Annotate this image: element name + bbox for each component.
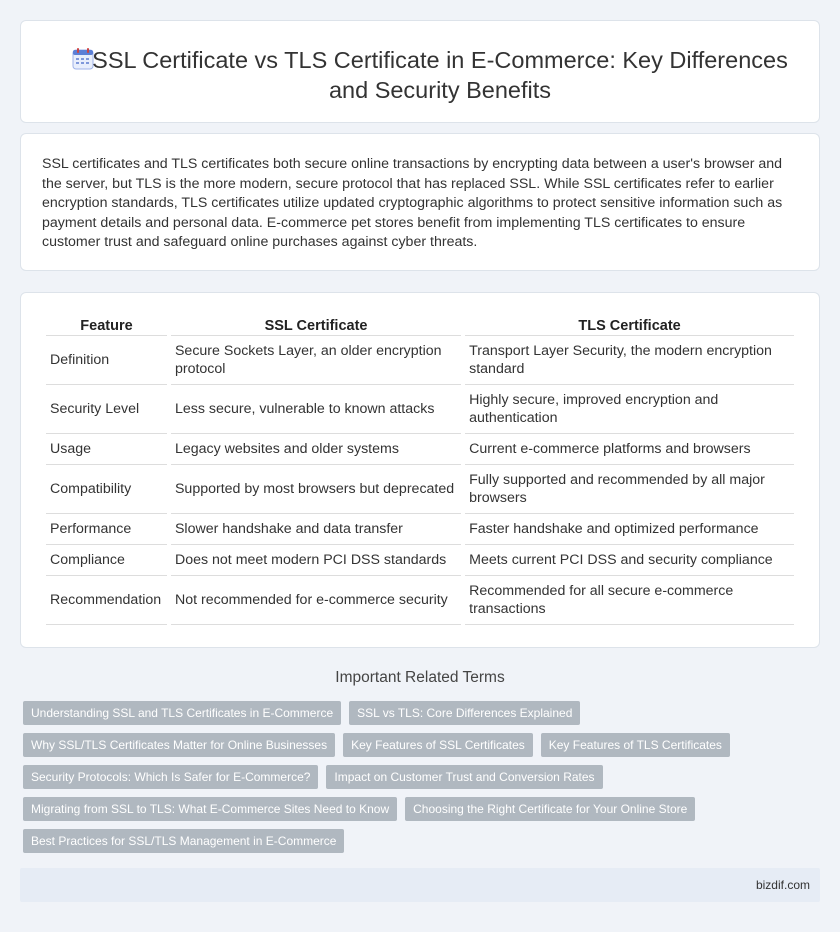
- cell-tls: Recommended for all secure e-commerce transactions: [465, 576, 794, 625]
- related-term-tag[interactable]: Why SSL/TLS Certificates Matter for Online Businesses: [23, 733, 335, 757]
- related-term-tag[interactable]: Security Protocols: Which Is Safer for E-Commerce?: [23, 765, 318, 789]
- table-row: [46, 465, 794, 514]
- cell-ssl: Not recommended for e-commerce security: [171, 576, 461, 625]
- header-ssl: SSL Certificate: [171, 314, 461, 336]
- cell-feature: Recommendation: [46, 576, 167, 625]
- cell-tls: Highly secure, improved encryption and authentication: [465, 385, 794, 434]
- cell-feature: Definition: [46, 336, 167, 385]
- table-row: [46, 385, 794, 434]
- cell-ssl: Slower handshake and data transfer: [171, 514, 461, 545]
- cell-feature: Compatibility: [46, 465, 167, 514]
- intro-card: [20, 133, 820, 271]
- cell-ssl: Less secure, vulnerable to known attacks: [171, 385, 461, 434]
- cell-ssl: Does not meet modern PCI DSS standards: [171, 545, 461, 576]
- related-terms-list: [23, 701, 803, 861]
- page-title: SSL Certificate vs TLS Certificate in E-Commerce: Key Differences and Security Benefits: [92, 47, 788, 103]
- related-term-tag[interactable]: Key Features of TLS Certificates: [541, 733, 730, 757]
- intro-text: SSL certificates and TLS certificates both secure online transactions by encrypting data between a user's browser and the server, but TLS is the more modern, secure protocol that has replaced SSL. While SSL certificates refer to earlier encryption standards, TLS certificates utilize updated cryptographic algorithms to protect sensitive information such as payment details and personal data. E-commerce pet stores benefit from implementing TLS certificates to ensure customer trust and safeguard online purchases against cyber threats.: [42, 156, 783, 250]
- cell-ssl: Supported by most browsers but deprecated: [171, 465, 461, 514]
- table-row: [46, 514, 794, 545]
- related-term-tag[interactable]: Migrating from SSL to TLS: What E-Commerce Sites Need to Know: [23, 797, 397, 821]
- cell-ssl: Secure Sockets Layer, an older encryption protocol: [171, 336, 461, 385]
- cell-ssl: Legacy websites and older systems: [171, 434, 461, 465]
- cell-tls: Transport Layer Security, the modern encryption standard: [465, 336, 794, 385]
- comparison-card: [20, 292, 820, 648]
- table-row: [46, 434, 794, 465]
- table-row: [46, 576, 794, 625]
- cell-tls: Meets current PCI DSS and security compliance: [465, 545, 794, 576]
- table-row: [46, 545, 794, 576]
- related-term-tag[interactable]: Understanding SSL and TLS Certificates in E-Commerce: [23, 701, 341, 725]
- related-term-tag[interactable]: Impact on Customer Trust and Conversion Rates: [326, 765, 602, 789]
- cell-feature: Usage: [46, 434, 167, 465]
- tag-row: [23, 765, 803, 797]
- related-term-tag[interactable]: Choosing the Right Certificate for Your Online Store: [405, 797, 695, 821]
- header-tls: TLS Certificate: [465, 314, 794, 336]
- footer: [20, 868, 820, 902]
- tag-row: [23, 829, 803, 861]
- comparison-table: [42, 314, 798, 625]
- cell-tls: Fully supported and recommended by all major browsers: [465, 465, 794, 514]
- related-term-tag[interactable]: SSL vs TLS: Core Differences Explained: [349, 701, 580, 725]
- cell-feature: Performance: [46, 514, 167, 545]
- cell-feature: Compliance: [46, 545, 167, 576]
- related-term-tag[interactable]: Key Features of SSL Certificates: [343, 733, 533, 757]
- header-feature: Feature: [46, 314, 167, 336]
- tag-row: [23, 701, 803, 733]
- table-header-row: [46, 314, 794, 336]
- related-terms-title: Important Related Terms: [335, 669, 505, 686]
- footer-brand[interactable]: bizdif.com: [755, 878, 810, 892]
- tag-row: [23, 797, 803, 829]
- cell-tls: Faster handshake and optimized performance: [465, 514, 794, 545]
- related-term-tag[interactable]: Best Practices for SSL/TLS Management in E-Commerce: [23, 829, 344, 853]
- table-row: [46, 336, 794, 385]
- tag-row: [23, 733, 803, 765]
- cell-tls: Current e-commerce platforms and browsers: [465, 434, 794, 465]
- cell-feature: Security Level: [46, 385, 167, 434]
- header-card: [20, 20, 820, 123]
